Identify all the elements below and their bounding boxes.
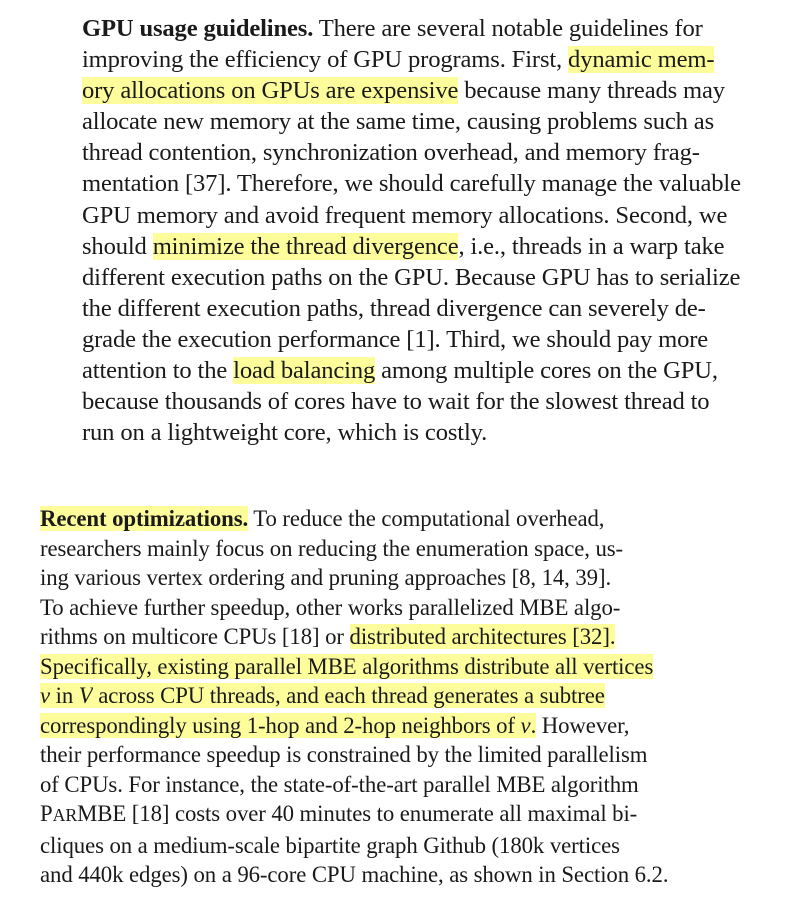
body-text: However, (536, 712, 630, 738)
body-text: , i.e., threads in a warp take (458, 232, 725, 260)
highlighted-text: . (530, 712, 537, 738)
recent-optimizations-line (40, 681, 668, 711)
body-text: improving the efficiency of GPU programs. First, (82, 46, 569, 74)
recent-optimizations-line (40, 622, 668, 652)
recent-optimizations-line (40, 831, 668, 861)
highlighted-text: minimize the thread divergence (152, 232, 459, 260)
body-text: P (40, 801, 53, 826)
gpu-guidelines-line (82, 293, 741, 324)
highlighted-text: load balancing (233, 357, 376, 385)
body-text: mentation [37]. Therefore, we should carefully manage the valuable (82, 170, 741, 198)
body-text: rithms on multicore CPUs [18] or (40, 624, 350, 649)
body-text: cliques on a medium-scale bipartite graph Github (180k vertices (40, 832, 620, 858)
small-caps-text: AR (52, 805, 78, 825)
body-text: should (82, 232, 153, 260)
paragraph-heading-highlighted: Recent optimizations. (40, 506, 249, 531)
body-text: the different execution paths, thread divergence can severely de- (82, 294, 706, 322)
body-text: attention to the (82, 357, 234, 385)
math-variable: v (520, 712, 531, 738)
highlighted-text: across CPU threads, and each thread generates a subtree (92, 683, 605, 708)
body-text: and 440k edges) on a 96-core CPU machine, as shown in Section 6.2. (40, 862, 669, 887)
recent-optimizations-line (40, 534, 668, 564)
gpu-usage-guidelines-paragraph (82, 13, 741, 448)
gpu-guidelines-line (82, 75, 741, 106)
highlighted-text: dynamic mem- (568, 46, 715, 74)
body-text: grade the execution performance [1]. Third, we should pay more (82, 325, 709, 353)
recent-optimizations-line (40, 504, 668, 534)
gpu-guidelines-line (82, 231, 741, 262)
body-text: ing various vertex ordering and pruning approaches [8, 14, 39]. (40, 565, 612, 590)
recent-optimizations-paragraph (40, 504, 668, 890)
body-text: different execution paths on the GPU. Because GPU has to serialize (82, 263, 741, 291)
gpu-guidelines-line (82, 355, 741, 386)
highlighted-text: ory allocations on GPUs are expensive (82, 77, 459, 105)
recent-optimizations-line (40, 711, 668, 741)
gpu-guidelines-line (82, 13, 741, 44)
highlighted-text: Specifically, existing parallel MBE algorithms distribute all vertices (40, 653, 654, 679)
paragraph-heading: GPU usage guidelines. (82, 15, 314, 42)
recent-optimizations-line (40, 563, 668, 593)
body-text: There are several notable guidelines for (313, 15, 703, 42)
gpu-guidelines-line (82, 168, 741, 199)
recent-optimizations-line (40, 770, 668, 800)
body-text: because thousands of cores have to wait for the slowest thread to (82, 388, 710, 416)
recent-optimizations-line (40, 799, 668, 831)
gpu-guidelines-line (82, 324, 741, 355)
recent-optimizations-line (40, 740, 668, 770)
gpu-guidelines-line (82, 44, 741, 75)
body-text: of CPUs. For instance, the state-of-the-art parallel MBE algorithm (40, 771, 639, 797)
highlighted-text: distributed architectures [32]. (349, 624, 616, 649)
gpu-guidelines-line (82, 106, 741, 137)
body-text: researchers mainly focus on reducing the enumeration space, us- (40, 535, 624, 561)
body-text: To achieve further speedup, other works parallelized MBE algo- (40, 594, 621, 620)
body-text: run on a lightweight core, which is costly. (82, 419, 488, 447)
body-text: MBE [18] costs over 40 minutes to enumerate all maximal bi- (77, 801, 638, 826)
recent-optimizations-line (40, 593, 668, 623)
body-text: GPU memory and avoid frequent memory allocations. Second, we (82, 201, 728, 229)
body-text: thread contention, synchronization overhead, and memory frag- (82, 139, 700, 167)
recent-optimizations-line (40, 860, 668, 890)
gpu-guidelines-line (82, 200, 741, 231)
body-text: among multiple cores on the GPU, (375, 357, 718, 385)
math-variable: V (78, 683, 93, 708)
gpu-guidelines-line (82, 386, 741, 417)
gpu-guidelines-line (82, 137, 741, 168)
highlighted-text: in (50, 683, 79, 708)
body-text: To reduce the computational overhead, (248, 506, 605, 531)
body-text: because many threads may (458, 77, 725, 105)
highlighted-text: correspondingly using 1-hop and 2-hop neighbors of (40, 712, 521, 738)
body-text: their performance speedup is constrained by the limited parallelism (40, 742, 648, 767)
gpu-guidelines-line (82, 417, 741, 448)
gpu-guidelines-line (82, 262, 741, 293)
recent-optimizations-line (40, 652, 668, 682)
body-text: allocate new memory at the same time, causing problems such as (82, 108, 714, 136)
math-variable: v (40, 683, 51, 708)
